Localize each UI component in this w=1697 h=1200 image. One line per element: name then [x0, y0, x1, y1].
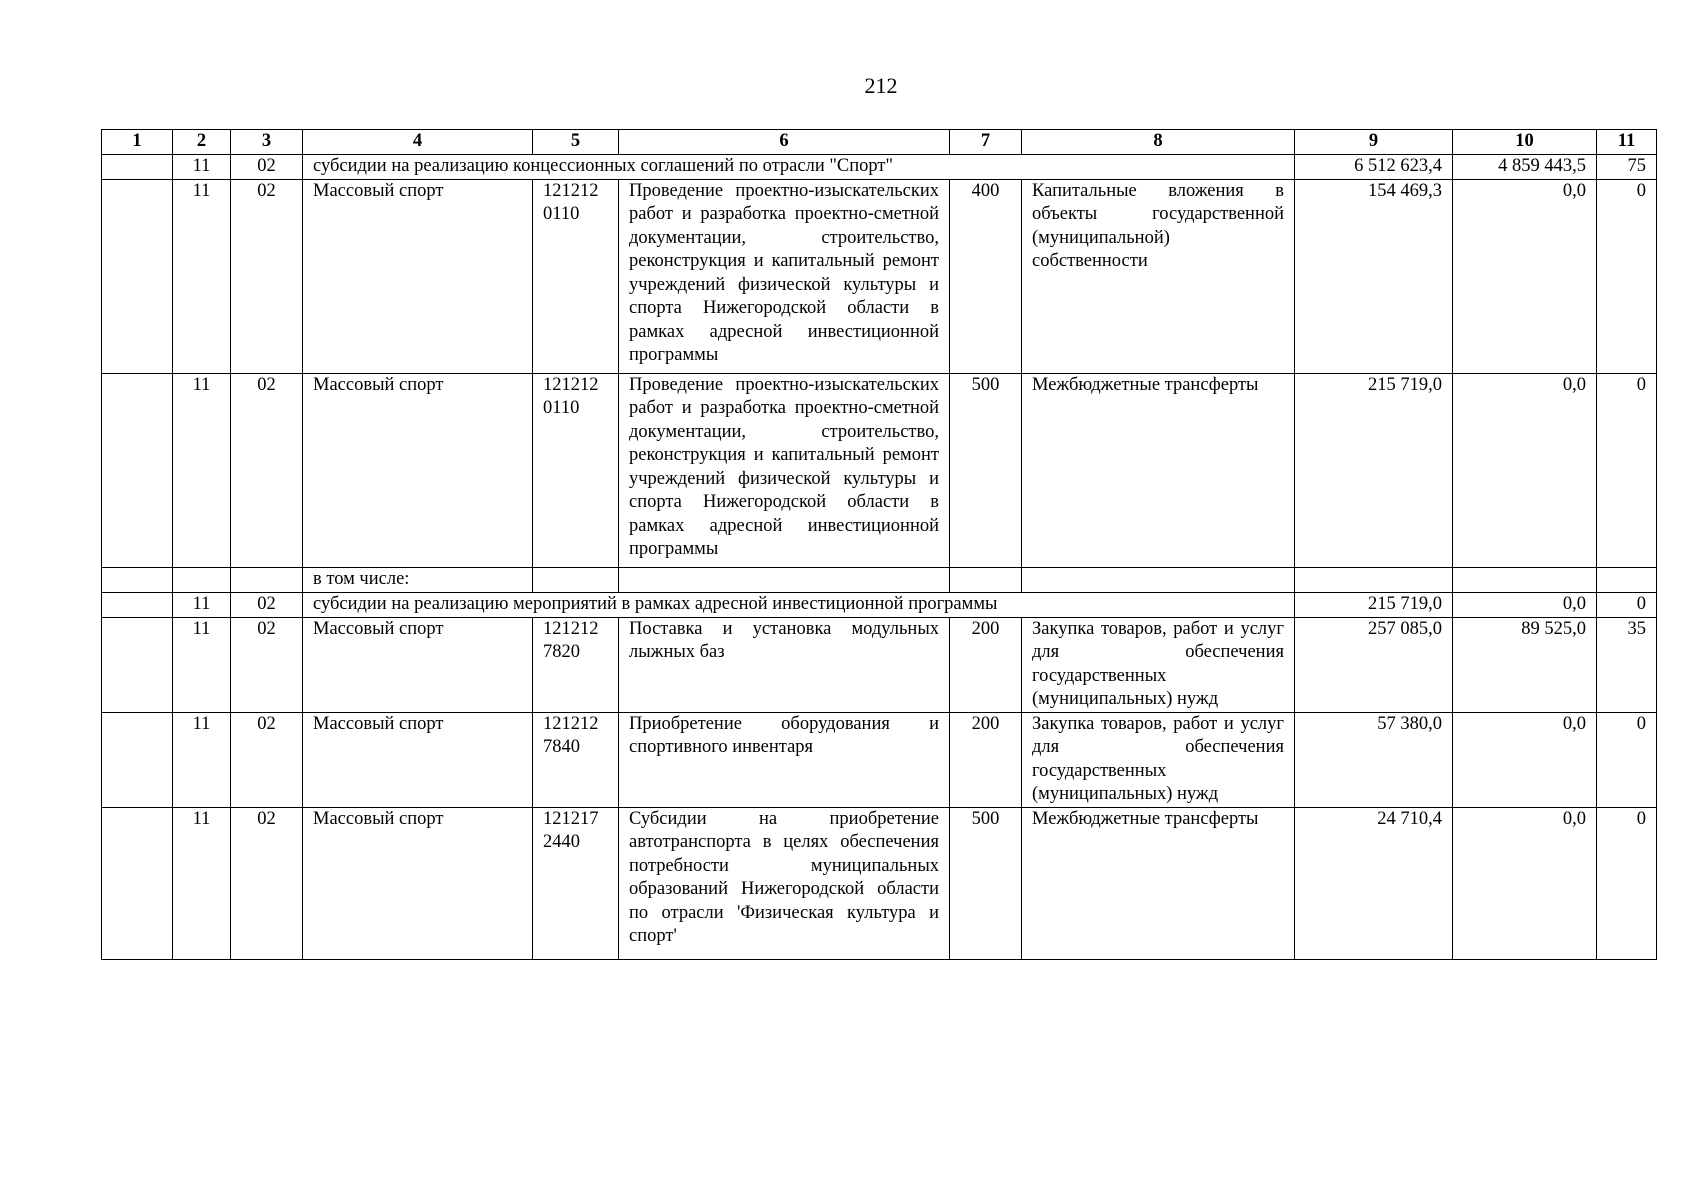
subsection-code: 02 — [231, 712, 303, 807]
cell-col6 — [619, 567, 950, 592]
table-row — [102, 712, 1657, 807]
percent-col11: 0 — [1597, 373, 1657, 567]
cell-col3 — [231, 567, 303, 592]
expense-type-name: Закупка товаров, работ и услуг для обеспечения государственных (муниципальных) нужд — [1022, 712, 1295, 807]
table-row — [102, 567, 1657, 592]
cell-col2 — [173, 567, 231, 592]
header-cell-8: 8 — [1022, 130, 1295, 155]
amount-col10: 0,0 — [1453, 807, 1597, 959]
amount-col9: 154 469,3 — [1295, 179, 1453, 373]
activity-name: Массовый спорт — [303, 712, 533, 807]
table-body — [102, 130, 1657, 960]
subsection-code: 02 — [231, 807, 303, 959]
section-code: 11 — [173, 154, 231, 179]
expense-type-name: Капитальные вложения в объекты государственной (муниципальной) собственности — [1022, 179, 1295, 373]
section-code: 11 — [173, 373, 231, 567]
note-label: в том числе: — [303, 567, 533, 592]
row-label: субсидии на реализацию концессионных соглашений по отрасли "Спорт" — [303, 154, 1295, 179]
section-code: 11 — [173, 179, 231, 373]
target-article-name: Проведение проектно-изыскательских работ и разработка проектно-сметной документации, строительство, реконструкция и капитальный ремонт учреждений физической культуры и спорта Нижегородской области в рамках адресной инвестиционной программы — [619, 179, 950, 373]
cell-col1 — [102, 712, 173, 807]
section-code: 11 — [173, 712, 231, 807]
expense-type-code: 500 — [950, 807, 1022, 959]
header-cell-6: 6 — [619, 130, 950, 155]
amount-col9: 215 719,0 — [1295, 592, 1453, 617]
cell-col1 — [102, 154, 173, 179]
activity-name: Массовый спорт — [303, 617, 533, 712]
header-cell-7: 7 — [950, 130, 1022, 155]
amount-col9: 257 085,0 — [1295, 617, 1453, 712]
percent-col11: 0 — [1597, 592, 1657, 617]
cell-col1 — [102, 807, 173, 959]
subsection-code: 02 — [231, 617, 303, 712]
header-cell-5: 5 — [533, 130, 619, 155]
table-row — [102, 373, 1657, 567]
percent-col11: 0 — [1597, 807, 1657, 959]
expense-type-name: Межбюджетные трансферты — [1022, 373, 1295, 567]
target-article-code: 121217 2440 — [533, 807, 619, 959]
table-row — [102, 592, 1657, 617]
row-label: субсидии на реализацию мероприятий в рамках адресной инвестиционной программы — [303, 592, 1295, 617]
cell-col1 — [102, 592, 173, 617]
subsection-code: 02 — [231, 154, 303, 179]
percent-col11: 75 — [1597, 154, 1657, 179]
subsection-code: 02 — [231, 592, 303, 617]
cell-col1 — [102, 179, 173, 373]
subsection-code: 02 — [231, 179, 303, 373]
amount-col9: 6 512 623,4 — [1295, 154, 1453, 179]
header-cell-11: 11 — [1597, 130, 1657, 155]
header-cell-3: 3 — [231, 130, 303, 155]
percent-col11: 0 — [1597, 712, 1657, 807]
target-article-name: Проведение проектно-изыскательских работ и разработка проектно-сметной документации, строительство, реконструкция и капитальный ремонт учреждений физической культуры и спорта Нижегородской области в рамках адресной инвестиционной программы — [619, 373, 950, 567]
amount-col9: 57 380,0 — [1295, 712, 1453, 807]
target-article-code: 121212 7820 — [533, 617, 619, 712]
section-code: 11 — [173, 592, 231, 617]
cell-col1 — [102, 617, 173, 712]
header-cell-2: 2 — [173, 130, 231, 155]
cell-col10 — [1453, 567, 1597, 592]
cell-col8 — [1022, 567, 1295, 592]
expense-type-code: 400 — [950, 179, 1022, 373]
header-cell-1: 1 — [102, 130, 173, 155]
cell-col1 — [102, 373, 173, 567]
cell-col5 — [533, 567, 619, 592]
expense-type-name: Межбюджетные трансферты — [1022, 807, 1295, 959]
amount-col10: 4 859 443,5 — [1453, 154, 1597, 179]
table-row — [102, 807, 1657, 959]
cell-col1 — [102, 567, 173, 592]
amount-col10: 0,0 — [1453, 592, 1597, 617]
target-article-code: 121212 0110 — [533, 373, 619, 567]
amount-col10: 0,0 — [1453, 373, 1597, 567]
percent-col11: 35 — [1597, 617, 1657, 712]
section-code: 11 — [173, 807, 231, 959]
table-row — [102, 617, 1657, 712]
activity-name: Массовый спорт — [303, 373, 533, 567]
expense-type-code: 200 — [950, 617, 1022, 712]
amount-col10: 89 525,0 — [1453, 617, 1597, 712]
table-row — [102, 179, 1657, 373]
header-cell-9: 9 — [1295, 130, 1453, 155]
activity-name: Массовый спорт — [303, 179, 533, 373]
page-number: 212 — [864, 73, 898, 98]
target-article-name: Приобретение оборудования и спортивного инвентаря — [619, 712, 950, 807]
amount-col10: 0,0 — [1453, 179, 1597, 373]
activity-name: Массовый спорт — [303, 807, 533, 959]
amount-col9: 24 710,4 — [1295, 807, 1453, 959]
header-row — [102, 130, 1657, 155]
expense-type-name: Закупка товаров, работ и услуг для обеспечения государственных (муниципальных) нужд — [1022, 617, 1295, 712]
header-cell-10: 10 — [1453, 130, 1597, 155]
target-article-name: Субсидии на приобретение автотранспорта в целях обеспечения потребности муниципальных образований Нижегородской области по отрасли 'Физическая культура и спорт' — [619, 807, 950, 959]
cell-col9 — [1295, 567, 1453, 592]
cell-col7 — [950, 567, 1022, 592]
cell-col11 — [1597, 567, 1657, 592]
target-article-code: 121212 0110 — [533, 179, 619, 373]
subsection-code: 02 — [231, 373, 303, 567]
expense-type-code: 200 — [950, 712, 1022, 807]
amount-col10: 0,0 — [1453, 712, 1597, 807]
budget-table — [101, 129, 1657, 960]
table-row — [102, 154, 1657, 179]
section-code: 11 — [173, 617, 231, 712]
target-article-name: Поставка и установка модульных лыжных баз — [619, 617, 950, 712]
header-cell-4: 4 — [303, 130, 533, 155]
expense-type-code: 500 — [950, 373, 1022, 567]
amount-col9: 215 719,0 — [1295, 373, 1453, 567]
percent-col11: 0 — [1597, 179, 1657, 373]
target-article-code: 121212 7840 — [533, 712, 619, 807]
